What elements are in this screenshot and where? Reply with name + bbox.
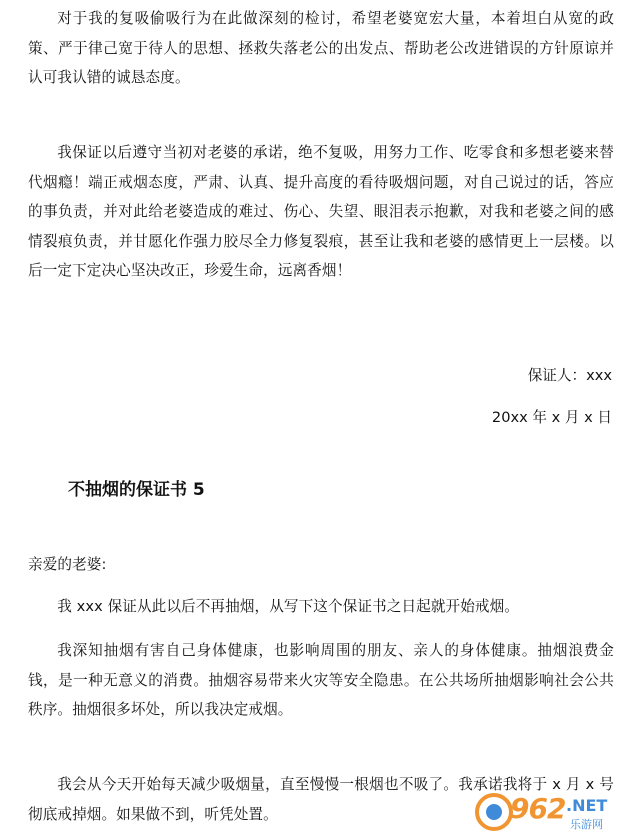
watermark-suffix: .NET bbox=[566, 796, 608, 815]
site-watermark bbox=[474, 790, 614, 836]
paragraph-plan: 我会从今天开始每天减少吸烟量，直至慢慢一根烟也不吸了。我承诺我将于 x 月 x 号彻底戒掉烟。如果做不到，听凭处置。 bbox=[28, 776, 614, 823]
watermark-logo-icon bbox=[474, 792, 514, 832]
section-title: 不抽烟的保证书 5 bbox=[68, 480, 205, 500]
date-line: 20xx 年 x 月 x 日 bbox=[491, 409, 612, 426]
signature-line: 保证人：xxx bbox=[527, 367, 612, 384]
salutation: 亲爱的老婆: bbox=[28, 556, 107, 573]
paragraph-apology: 对于我的复吸偷吸行为在此做深刻的检讨，希望老婆宽宏大量，本着坦白从宽的政策、严于律己宽于待人的思想、拯救失落老公的出发点、帮助老公改进错误的方针原谅并认可我认错的诚恳态度。 bbox=[28, 10, 614, 87]
watermark-subtitle: 乐游网 bbox=[570, 818, 603, 831]
paragraph-harms: 我深知抽烟有害自己身体健康，也影响周围的朋友、亲人的身体健康。抽烟浪费金钱，是一种无意义的消费。抽烟容易带来火灾等安全隐患。在公共场所抽烟影响社会公共秩序。抽烟很多坏处，所以我决定戒烟。 bbox=[28, 642, 614, 719]
watermark-brand: 962 bbox=[510, 792, 566, 825]
paragraph-promise: 我保证以后遵守当初对老婆的承诺，绝不复吸，用努力工作、吃零食和多想老婆来替代烟瘾！端正戒烟态度，严肃、认真、提升高度的看待吸烟问题，对自己说过的话，答应的事负责，并对此给老婆造成的难过、伤心、失望、眼泪表示抱歉，对我和老婆之间的感情裂痕负责，并甘愿化作强力胶尽全力修复裂痕，甚至让我和老婆的感情更上一层楼。以后一定下定决心坚决改正，珍爱生命，远离香烟！ bbox=[28, 144, 614, 280]
paragraph-pledge: 我 xxx 保证从此以后不再抽烟，从写下这个保证书之日起就开始戒烟。 bbox=[57, 598, 519, 615]
